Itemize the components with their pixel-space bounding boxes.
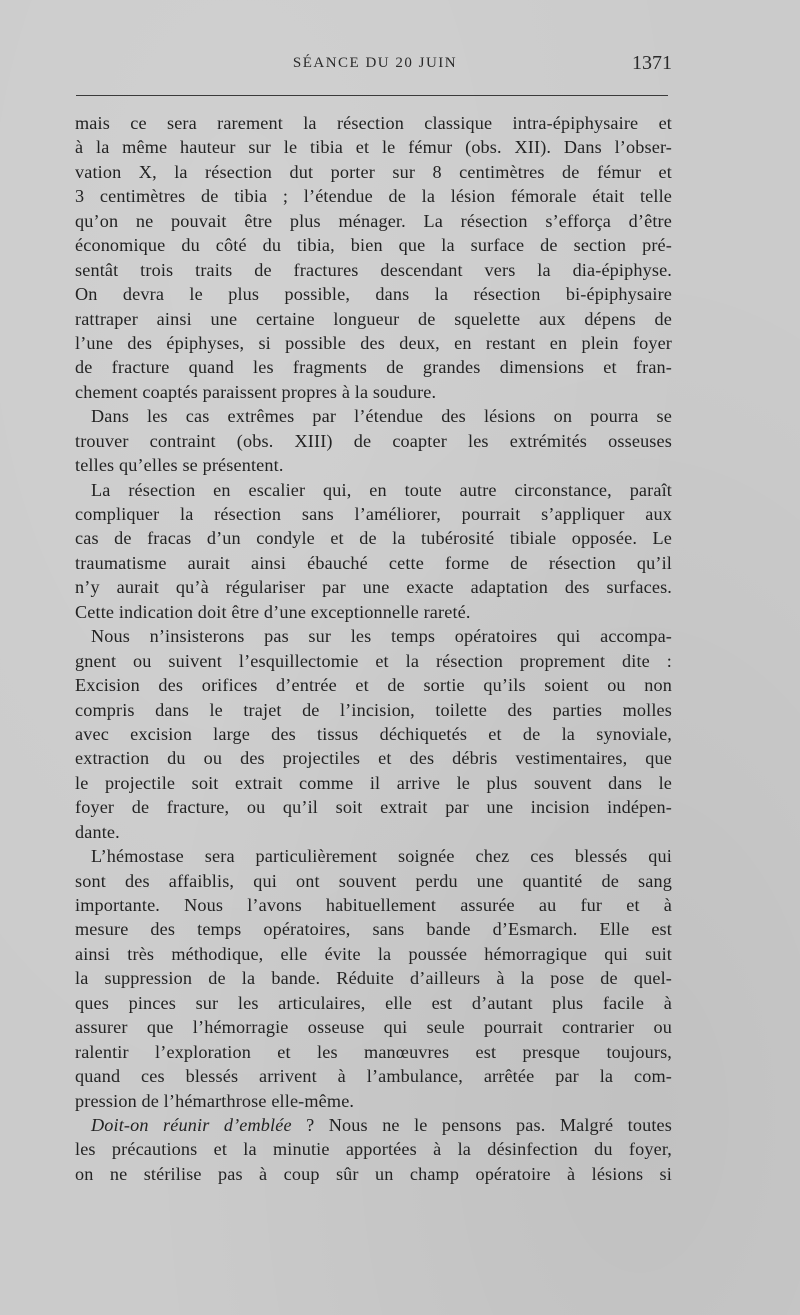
text-line-rest: ? Nous ne le pensons pas. Malgré toutes [291, 1114, 672, 1135]
running-head [78, 52, 672, 76]
text-line: ralentir l’exploration et les manœuvres est presque toujours, [75, 1041, 672, 1062]
text-line: telles qu’elles se présentent. [75, 455, 284, 476]
text-line: L’hémostase sera particulièrement soignée chez ces blessés qui [91, 846, 672, 867]
text-line: trouver contraint (obs. XIII) de coapter les extrémités osseuses [75, 430, 672, 451]
text-line: compris dans le trajet de l’incision, toilette des parties molles [75, 699, 672, 720]
text-line: assurer que l’hémorragie osseuse qui seule pourrait contrarier ou [75, 1017, 672, 1038]
text-line: économique du côté du tibia, bien que la surface de section pré- [75, 235, 672, 256]
text-line: mais ce sera rarement la résection classique intra-épiphysaire et [75, 113, 672, 133]
text-line: de fracture quand les fragments de grandes dimensions et fran- [75, 357, 672, 378]
text-line: compliquer la résection sans l’améliorer, pourrait s’appliquer aux [75, 504, 672, 524]
text-line: On devra le plus possible, dans la résection bi-épiphysaire [75, 284, 672, 305]
text-line: avec excision large des tissus déchiquetés et de la synoviale, [75, 723, 672, 744]
running-title: SÉANCE DU 20 JUIN [292, 55, 458, 71]
text-line: extraction du ou des projectiles et des débris vestimentaires, que [75, 748, 672, 769]
text-line: le projectile soit extrait comme il arrive le plus souvent dans le [75, 772, 672, 793]
text-line: l’une des épiphyses, si possible des deux, en restant en plein foyer [75, 332, 672, 353]
text-line: à la même hauteur sur le tibia et le fémur (obs. XII). Dans l’obser- [75, 137, 672, 158]
text-line: sentât trois traits de fractures descendant vers la dia-épiphyse. [75, 259, 672, 280]
text-line: La résection en escalier qui, en toute autre circonstance, paraît [91, 479, 672, 500]
text-line: Nous n’insisterons pas sur les temps opératoires qui accompa- [91, 626, 672, 647]
text-line: 3 centimètres de tibia ; l’étendue de la lésion fémorale était telle [75, 186, 672, 207]
text-line: n’y aurait qu’à régulariser par une exacte adaptation des surfaces. [75, 577, 672, 598]
header-rule [76, 95, 668, 96]
text-line: mesure des temps opératoires, sans bande d’Esmarch. Elle est [75, 919, 672, 940]
italic-phrase: Doit-on réunir d’emblée [91, 1114, 292, 1135]
text-line: foyer de fracture, ou qu’il soit extrait par une incision indépen- [75, 797, 672, 818]
text-line: traumatisme aurait ainsi ébauché cette forme de résection qu’il [75, 552, 672, 573]
text-line: vation X, la résection dut porter sur 8 centimètres de fémur et [75, 161, 672, 182]
text-line: quand ces blessés arrivent à l’ambulance, arrêtée par la com- [75, 1066, 672, 1087]
text-line: rattraper ainsi une certaine longueur de squelette aux dépens de [75, 308, 672, 329]
text-line: Dans les cas extrêmes par l’étendue des lésions on pourra se [91, 406, 672, 427]
text-line: on ne stérilise pas à coup sûr un champ opératoire à lésions si [75, 1163, 672, 1184]
text-line: ainsi très méthodique, elle évite la poussée hémorragique qui suit [75, 943, 672, 964]
text-line: Excision des orifices d’entrée et de sortie qu’ils soient ou non [75, 675, 672, 696]
text-line: importante. Nous l’avons habituellement assurée au fur et à [75, 895, 672, 915]
text-line: Cette indication doit être d’une exceptionnelle rareté. [75, 601, 471, 622]
text-line: pression de l’hémarthrose elle-même. [75, 1090, 355, 1111]
text-line: chement coaptés paraissent propres à la soudure. [75, 381, 437, 402]
text-line: la suppression de la bande. Réduite d’ailleurs à la pose de quel- [75, 968, 672, 989]
page-number: 1371 [632, 52, 672, 74]
text-line: gnent ou suivent l’esquillectomie et la résection proprement dite : [75, 650, 672, 671]
text-line: dante. [75, 821, 120, 842]
body-text [75, 111, 672, 1186]
text-line: cas de fracas d’un condyle et de la tubérosité tibiale opposée. Le [75, 528, 672, 549]
text-line: qu’on ne pouvait être plus ménager. La résection s’efforça d’être [75, 210, 672, 231]
text-line: les précautions et la minutie apportées à la désinfection du foyer, [75, 1139, 672, 1160]
text-line: ques pinces sur les articulaires, elle est d’autant plus facile à [75, 992, 672, 1013]
text-line: sont des affaiblis, qui ont souvent perdu une quantité de sang [75, 870, 672, 891]
text-line [75, 1113, 672, 1137]
